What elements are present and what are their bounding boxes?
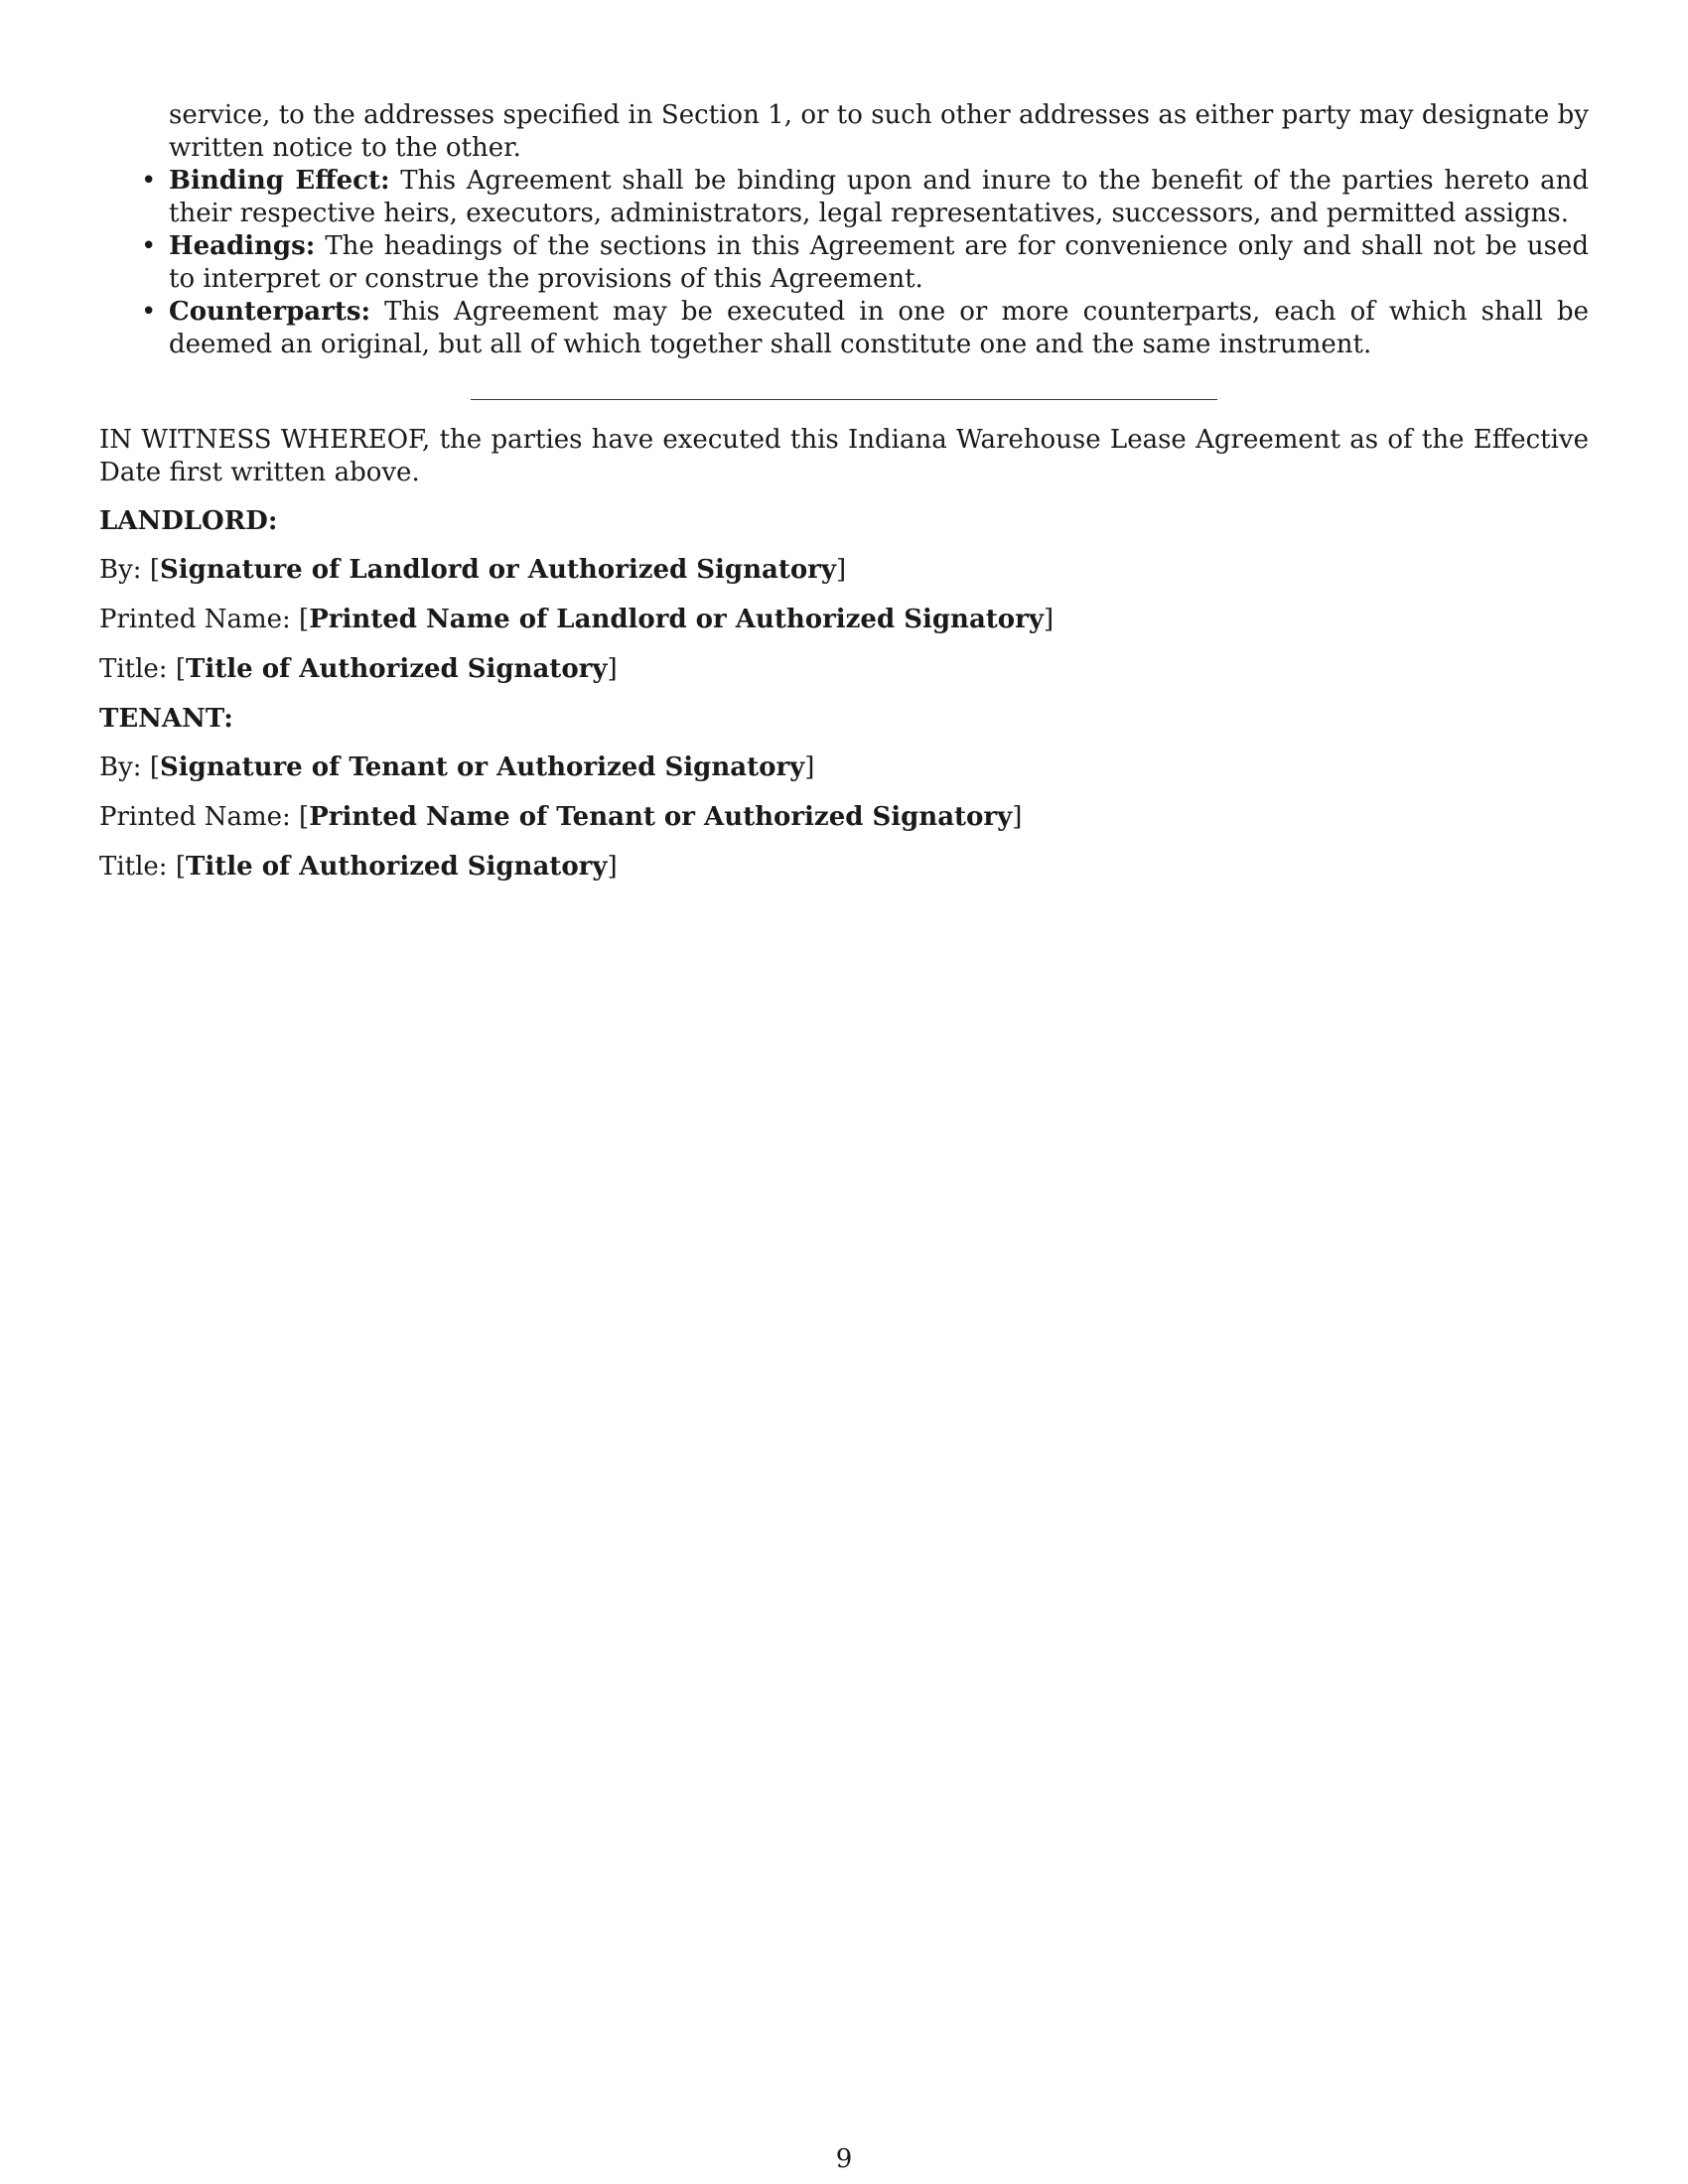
tenant-title-placeholder: Title of Authorized Signatory xyxy=(186,852,608,882)
printed-name-label: Printed Name: xyxy=(99,802,291,832)
landlord-signature-placeholder: Signature of Landlord or Authorized Signatory xyxy=(159,555,836,585)
witness-statement: IN WITNESS WHEREOF, the parties have executed this Indiana Warehouse Lease Agreement as of the Effective Date first written above. xyxy=(99,425,1589,487)
landlord-printed-name-line: Printed Name: [Printed Name of Landlord or Authorized Signatory] xyxy=(99,605,1055,634)
document-page xyxy=(99,99,1589,900)
clause-label: Binding Effect: xyxy=(169,166,390,196)
landlord-title-placeholder: Title of Authorized Signatory xyxy=(186,654,608,684)
clause-counterparts xyxy=(99,296,1589,361)
page-number: 9 xyxy=(835,2144,853,2174)
clause-label: Headings: xyxy=(169,231,316,261)
landlord-title-line: Title: [Title of Authorized Signatory] xyxy=(99,654,618,684)
clause-headings xyxy=(99,230,1589,296)
clause-text: This Agreement may be executed in one or more counterparts, each of which shall be deemed an original, but all of which together shall constitute one and the same instrument. xyxy=(169,297,1589,359)
tenant-heading: TENANT: xyxy=(99,704,233,734)
clause-label: Counterparts: xyxy=(169,297,371,327)
landlord-printed-name-placeholder: Printed Name of Landlord or Authorized Signatory xyxy=(309,605,1044,634)
title-label: Title: xyxy=(99,654,168,684)
clause-text: This Agreement shall be binding upon and inure to the benefit of the parties hereto and their respective heirs, executors, administrators, legal representatives, successors, and permitted assigns. xyxy=(169,166,1589,228)
bullet-icon: • xyxy=(141,166,157,196)
by-label: By: xyxy=(99,555,142,585)
tenant-signature-placeholder: Signature of Tenant or Authorized Signatory xyxy=(159,752,805,782)
tenant-title-line: Title: [Title of Authorized Signatory] xyxy=(99,852,618,882)
clause-text: The headings of the sections in this Agreement are for convenience only and shall not be used to interpret or construe the provisions of this Agreement. xyxy=(169,231,1589,294)
notice-clause-continuation: service, to the addresses specified in Section 1, or to such other addresses as either party may designate by written notice to the other. xyxy=(169,100,1589,163)
clause-binding-effect xyxy=(99,165,1589,230)
bullet-icon: • xyxy=(141,231,157,261)
clause-list xyxy=(99,165,1589,361)
printed-name-label: Printed Name: xyxy=(99,605,291,634)
section-divider xyxy=(471,399,1217,400)
title-label: Title: xyxy=(99,852,168,882)
landlord-signature-line: By: [Signature of Landlord or Authorized Signatory] xyxy=(99,555,847,585)
tenant-printed-name-line: Printed Name: [Printed Name of Tenant or Authorized Signatory] xyxy=(99,802,1023,832)
bullet-icon: • xyxy=(141,297,157,327)
tenant-printed-name-placeholder: Printed Name of Tenant or Authorized Signatory xyxy=(309,802,1013,832)
landlord-heading: LANDLORD: xyxy=(99,506,278,536)
by-label: By: xyxy=(99,752,142,782)
tenant-signature-line: By: [Signature of Tenant or Authorized Signatory] xyxy=(99,752,815,782)
